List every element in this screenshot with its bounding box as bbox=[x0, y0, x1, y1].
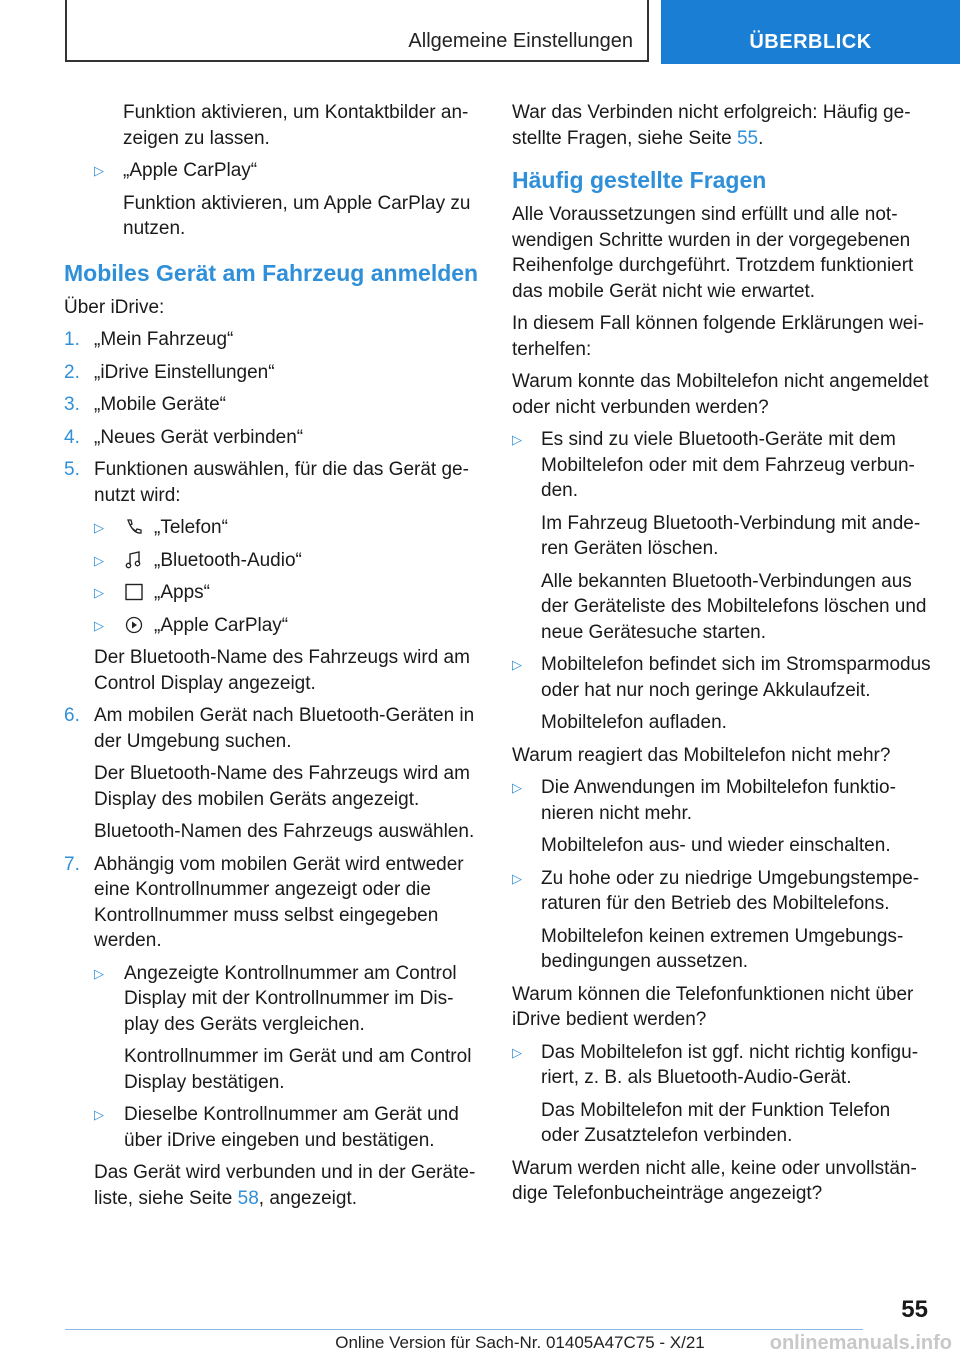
page-number: 55 bbox=[901, 1296, 928, 1323]
step-note: Bluetooth-Namen des Fahrzeugs auswählen. bbox=[94, 821, 475, 842]
paragraph bbox=[512, 100, 932, 151]
bullet-triangle-icon: ▷ bbox=[94, 585, 104, 600]
bullet-note: Alle bekannten Bluetooth-Verbindungen aus der Geräteliste des Mobiltelefons löschen und neue Gerätesuche starten. bbox=[541, 570, 927, 643]
step-note: Der Bluetooth-Name des Fahrzeugs wird am Display des mobilen Geräts angezeigt. bbox=[94, 763, 470, 810]
question: Warum können die Telefonfunktionen nicht über iDrive bedient werden? bbox=[512, 983, 914, 1030]
step-text: „iDrive Einstellungen“ bbox=[94, 361, 275, 383]
list-item bbox=[512, 652, 932, 703]
bullet-triangle-icon: ▷ bbox=[94, 520, 104, 535]
bullet-note: Kontrollnummer im Gerät und am Control Display bestätigen. bbox=[124, 1046, 472, 1093]
bullet-triangle-icon: ▷ bbox=[94, 552, 104, 568]
phone-icon bbox=[124, 518, 144, 536]
footer-divider bbox=[65, 1329, 863, 1330]
bullet-triangle-icon: ▷ bbox=[94, 617, 104, 633]
continued-text: Funktion aktivieren, um Kontaktbilder anzeigen zu lassen. bbox=[123, 102, 469, 149]
page-link[interactable]: 55 bbox=[736, 127, 759, 149]
paragraph: In diesem Fall können folgende Erklärungen weiterhelfen: bbox=[512, 313, 924, 360]
list-item bbox=[64, 425, 480, 451]
step-text: „Mobile Geräte“ bbox=[94, 394, 226, 415]
option-label: „Apple CarPlay“ bbox=[154, 614, 289, 636]
section-heading: Häufig gestellte Fragen bbox=[512, 167, 767, 193]
bullet-text: Zu hohe oder zu niedrige Umgebungstemperaturen für den Betrieb des Mobiltelefons. bbox=[541, 867, 920, 914]
bullet-triangle-icon: ▷ bbox=[94, 1107, 104, 1122]
question: Warum werden nicht alle, keine oder unvollständige Telefonbucheinträge angezeigt? bbox=[512, 1157, 917, 1204]
bullet-triangle-icon: ▷ bbox=[94, 965, 104, 981]
bullet-note: Das Mobiltelefon mit der Funktion Telefon oder Zusatztelefon verbinden. bbox=[541, 1099, 891, 1146]
option-label: „Telefon“ bbox=[154, 517, 228, 538]
bullet-text: Es sind zu viele Bluetooth-Geräte mit dem Mobiltelefon oder mit dem Fahrzeug verbunden. bbox=[541, 429, 915, 501]
steps-list bbox=[64, 327, 480, 1211]
step-note bbox=[64, 1160, 480, 1211]
list-item bbox=[64, 703, 480, 754]
text-fragment: War das Verbinden nicht erfolgreich: Häufig gestellte Fragen, siehe Seite bbox=[512, 102, 911, 149]
step-note: Der Bluetooth-Name des Fahrzeugs wird am Control Display angezeigt. bbox=[94, 647, 470, 694]
bullet-text: Mobiltelefon befindet sich im Stromsparmodus oder hat nur noch geringe Akkulaufzeit. bbox=[541, 654, 931, 701]
step-text: Funktionen auswählen, für die das Gerät genutzt wird: bbox=[94, 459, 469, 506]
list-item bbox=[64, 457, 480, 508]
bullet-triangle-icon: ▷ bbox=[512, 870, 522, 886]
step-number: 2. bbox=[64, 361, 80, 383]
right-column bbox=[512, 100, 932, 1214]
list-item bbox=[94, 548, 480, 574]
option-label: „Bluetooth-Audio“ bbox=[154, 549, 302, 571]
list-item bbox=[94, 515, 480, 541]
step-number: 6. bbox=[64, 705, 80, 726]
sub-options bbox=[64, 515, 480, 638]
bullet-triangle-icon: ▷ bbox=[512, 657, 522, 672]
list-item bbox=[94, 613, 480, 639]
step-text: Abhängig vom mobilen Gerät wird entweder eine Kontrollnummer angezeigt oder die Kontrollnummer muss selbst eingegeben werden. bbox=[94, 853, 464, 951]
bullet-triangle-icon: ▷ bbox=[94, 163, 104, 178]
bullet-triangle-icon: ▷ bbox=[512, 1044, 522, 1060]
list-item bbox=[512, 427, 932, 504]
list-item bbox=[94, 1102, 480, 1153]
bullet-triangle-icon: ▷ bbox=[512, 780, 522, 795]
question: Warum reagiert das Mobiltelefon nicht mehr? bbox=[512, 744, 891, 766]
paragraph: Alle Voraussetzungen sind erfüllt und alle notwendigen Schritte wurden in der vorgegebenen Reihenfolge durchgeführt. Trotzdem funktioniert das mobile Gerät nicht wie erwartet. bbox=[512, 204, 914, 302]
bullet-note: Mobiltelefon keinen extremen Umgebungsbedingungen aussetzen. bbox=[541, 925, 904, 972]
step-text: „Mein Fahrzeug“ bbox=[94, 329, 234, 350]
step-number: 1. bbox=[64, 329, 80, 350]
step-text: „Neues Gerät verbinden“ bbox=[94, 426, 304, 448]
text-fragment: Das Gerät wird verbunden und in der Geräteliste, siehe Seite bbox=[94, 1162, 476, 1209]
list-item bbox=[64, 360, 480, 386]
list-item bbox=[64, 392, 480, 418]
page-header bbox=[0, 0, 960, 66]
question: Warum konnte das Mobiltelefon nicht angemeldet oder nicht verbunden werden? bbox=[512, 371, 929, 418]
bullet-note: Mobiltelefon aus- und wieder einschalten. bbox=[541, 835, 891, 856]
page-link[interactable]: 58 bbox=[237, 1187, 259, 1209]
intro-text: Über iDrive: bbox=[64, 296, 165, 318]
section-heading: Mobiles Gerät am Fahrzeug anmelden bbox=[64, 259, 479, 286]
step-number: 7. bbox=[64, 853, 80, 875]
list-item bbox=[512, 866, 932, 917]
step-text: Am mobilen Gerät nach Bluetooth-Geräten in der Umgebung suchen. bbox=[94, 705, 475, 752]
bullet-triangle-icon: ▷ bbox=[512, 432, 522, 447]
step-number: 3. bbox=[64, 394, 80, 415]
bullet-text: Dieselbe Kontrollnummer am Gerät und über iDrive eingeben und bestätigen. bbox=[124, 1104, 459, 1151]
left-column bbox=[64, 100, 480, 1218]
list-item bbox=[512, 1040, 932, 1091]
chapter-tab[interactable]: ÜBERBLICK bbox=[661, 0, 960, 64]
bullet-text: Die Anwendungen im Mobiltelefon funktionieren nicht mehr. bbox=[541, 777, 896, 824]
bullet-text: Angezeigte Kontrollnummer am Control Display mit der Kontrollnummer im Display des Geräts vergleichen. bbox=[124, 962, 457, 1035]
bullet-text: Das Mobiltelefon ist ggf. nicht richtig konfiguriert, z. B. als Bluetooth-Audio-Gerät. bbox=[541, 1041, 919, 1088]
apps-icon bbox=[124, 583, 144, 601]
section-title: Allgemeine Einstellungen bbox=[65, 0, 649, 62]
carplay-icon bbox=[124, 616, 144, 634]
bullet-note: Im Fahrzeug Bluetooth-Verbindung mit anderen Geräten löschen. bbox=[541, 512, 921, 559]
bullet-text: Funktion aktivieren, um Apple CarPlay zu nutzen. bbox=[123, 192, 471, 239]
text-fragment: , angezeigt. bbox=[258, 1187, 358, 1209]
list-item bbox=[94, 580, 480, 606]
footer-version-text: Online Version für Sach-Nr. 01405A47C75 - X/21 bbox=[335, 1333, 705, 1352]
step-number: 4. bbox=[64, 426, 80, 448]
list-item bbox=[94, 961, 480, 1038]
watermark: onlinemanuals.info bbox=[769, 1332, 952, 1354]
list-item bbox=[64, 327, 480, 353]
bullet-note: Mobiltelefon aufladen. bbox=[541, 712, 727, 733]
list-item bbox=[64, 852, 480, 954]
step-number: 5. bbox=[64, 459, 80, 480]
bullet-title: „Apple CarPlay“ bbox=[123, 160, 258, 181]
option-label: „Apps“ bbox=[154, 582, 210, 603]
text-fragment: . bbox=[758, 127, 764, 149]
sub-bullets bbox=[64, 961, 480, 1154]
music-note-icon bbox=[124, 551, 144, 569]
list-item bbox=[512, 775, 932, 826]
bullet-item bbox=[64, 158, 480, 242]
